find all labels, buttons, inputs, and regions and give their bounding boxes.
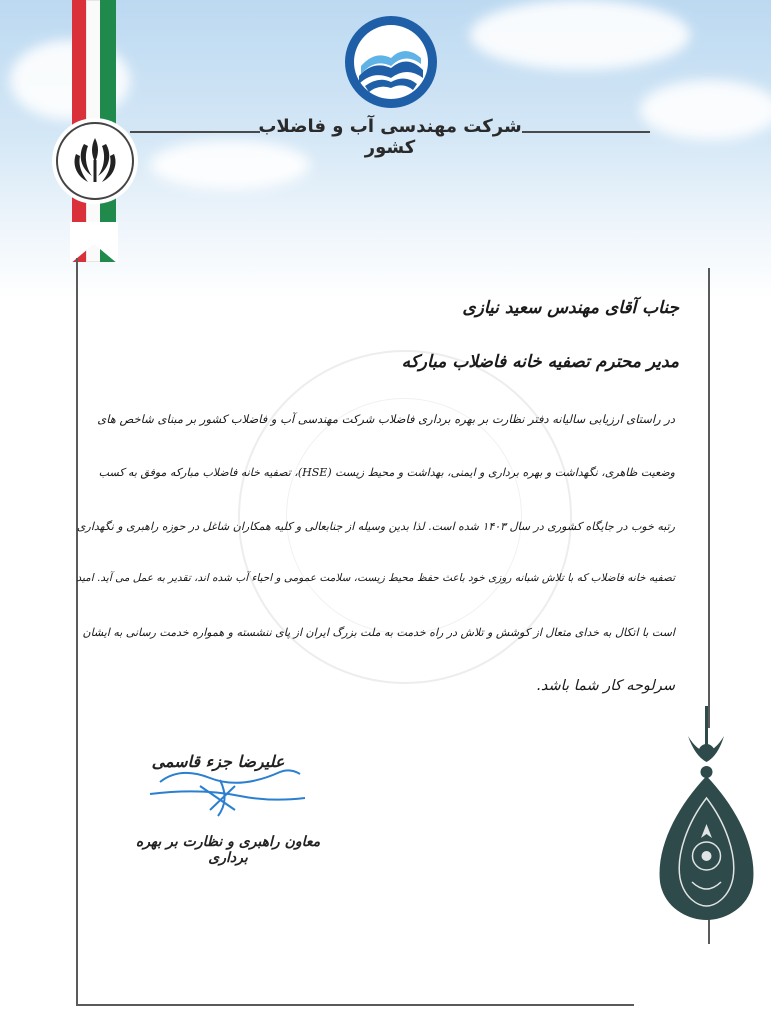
paisley-ornament-icon	[648, 706, 766, 926]
addressee-name: جناب آقای مهندس سعید نیازی	[462, 298, 679, 318]
cloud-decoration	[470, 0, 690, 70]
company-header	[0, 112, 771, 158]
signatory-title: معاون راهبری و نظارت بر بهره برداری	[135, 834, 321, 866]
water-wave-logo-icon	[343, 14, 439, 110]
letter-body-line: رتبه خوب در جایگاه کشوری در سال ۱۴۰۳ شده است. لذا بدین وسیله از جنابعالی و کلیه همکاران شاغل در حوزه راهبری و نگهداری	[76, 520, 675, 533]
addressee-title: مدیر محترم تصفیه خانه فاضلاب مبارکه	[401, 352, 679, 372]
handwritten-signature	[140, 760, 310, 820]
letter-body-line: است با اتکال به خدای متعال از کوشش و تلاش در راه خدمت به ملت بزرگ ایران از پای ننشسته و همواره خدمت رسانی به ایشان	[82, 626, 675, 639]
frame-border-bottom	[76, 1004, 634, 1006]
header-rule-right	[522, 131, 650, 133]
letter-body-line: در راستای ارزیابی سالیانه دفتر نظارت بر بهره برداری فاضلاب شرکت مهندسی آب و فاضلاب کشور بر مبنای شاخص های	[97, 412, 675, 426]
letter-body-line: سرلوحه کار شما باشد.	[536, 678, 675, 694]
letter-body-line: وضعیت ظاهری، نگهداشت و بهره برداری و ایمنی، بهداشت و محیط زیست (HSE)، تصفیه خانه فاضلاب مبارکه موفق به کسب	[98, 466, 675, 479]
frame-border-right	[708, 268, 710, 728]
company-name: شرکت مهندسی آب و فاضلاب کشور	[258, 116, 522, 158]
signatory-name: علیرضا جزء قاسمی	[151, 752, 285, 771]
frame-border-left	[76, 258, 78, 1004]
letter-body-line: تصفیه خانه فاضلاب که با تلاش شبانه روزی خود باعث حفظ محیط زیست، سلامت عمومی و احیاء آب شده اند، تقدیر به عمل می آید. امید	[76, 572, 675, 584]
